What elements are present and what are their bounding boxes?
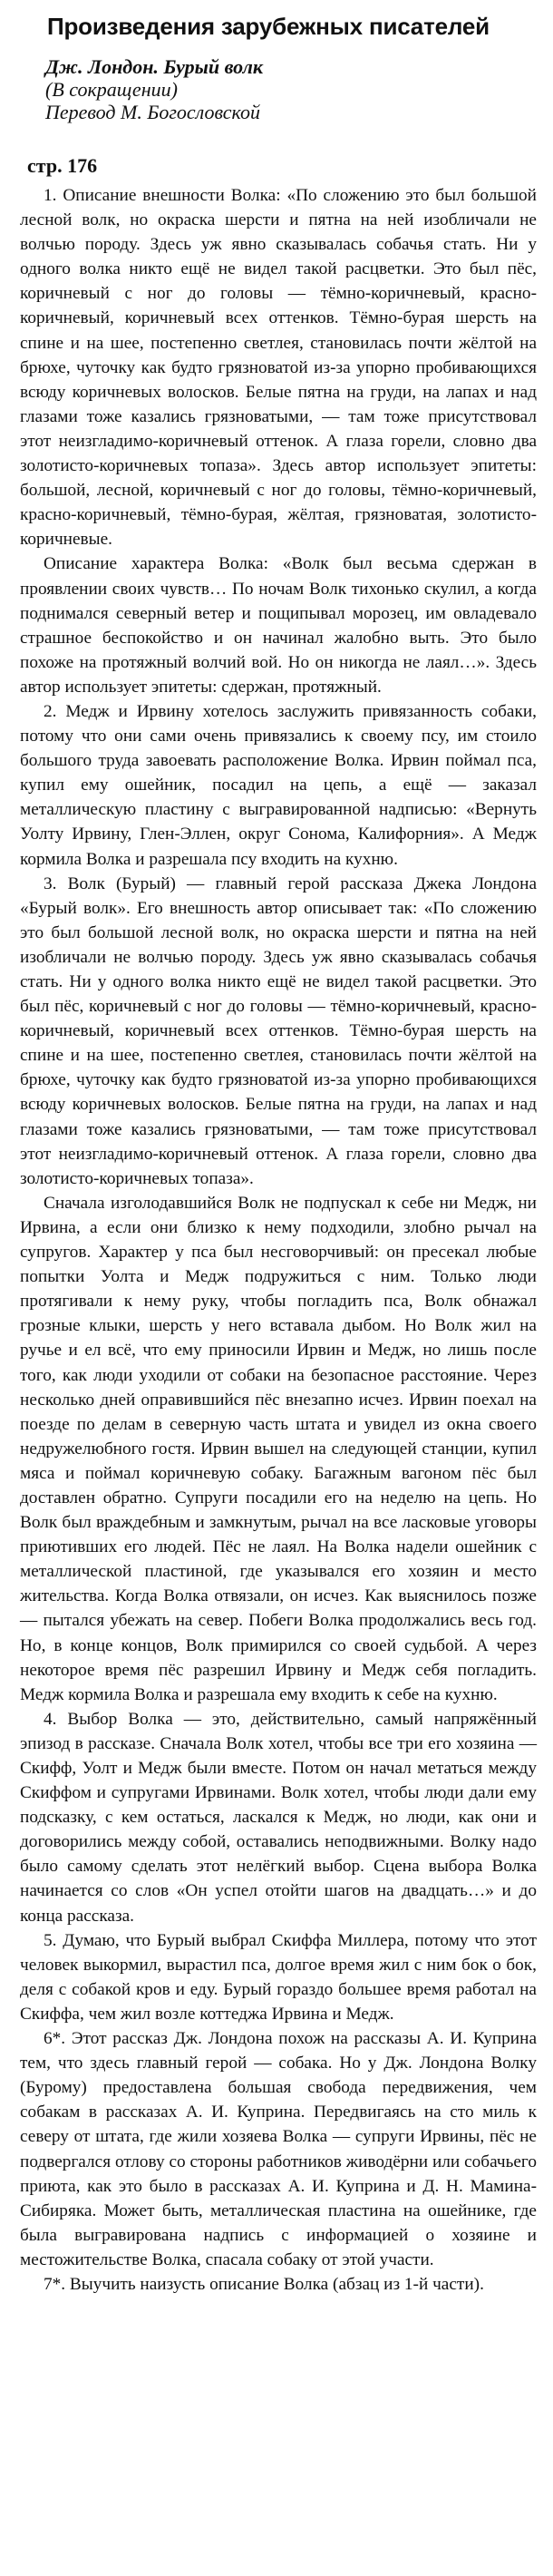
paragraph: 6*. Этот рассказ Дж. Лондона похож на рассказы А. И. Куприна тем, что здесь главный герой — собака. Но у Дж. Лондона Волку (Бурому) предоставлена большая свобода передвижения, чем собакам в рассказах А. И. Куприна. Передвигаясь на сто миль к северу от штата, где жили хозяева Волка — супруги Ирвины, пёс не подвергался отлову со стороны работников живодёрни или собачьего приюта, как это было в рассказах А. И. Куприна и Д. Н. Мамина-Сибиряка. Может быть, металлическая пластина на ошейнике, где была выгравирована надпись с информацией о хозяине и местожительстве Волка, спасала собаку от этой участи.	[20, 2029, 537, 2269]
paragraph: 2. Медж и Ирвину хотелось заслужить привязанность собаки, потому что они сами очень привязались к своему псу, им стоило большого труда завоевать расположение Волка. Ирвин поймал пса, купил ему ошейник, посадил на цепь, а ещё — заказал металлическую пластину с выгравированной надписью: «Вернуть Уолту Ирвину, Глен-Эллен, округ Сонома, Калифорния». А Медж кормила Волка и разрешала псу входить на кухню.	[20, 701, 537, 869]
page-title: Произведения зарубежных писателей	[47, 13, 490, 40]
translator: Перевод М. Богословской	[45, 101, 261, 123]
paragraph: 5. Думаю, что Бурый выбрал Скиффа Миллера, потому что этот человек выкормил, вырастил пса, долгое время жил с ним бок о бок, деля с собакой кров и еду. Бурый гораздо большее время работал на Скиффа, чем жил возле коттеджа Ирвина и Медж.	[20, 1930, 537, 2024]
abridged-note: (В сокращении)	[45, 78, 178, 101]
page-reference: стр. 176	[27, 154, 98, 177]
paragraph: Сначала изголодавшийся Волк не подпускал к себе ни Медж, ни Ирвина, а если они близко к нему подходили, злобно рычал на супругов. Характер у пса был несговорчивый: он пресекал любые попытки Уолта и Медж подружиться с ним. Только люди протягивали к нему руку, чтобы погладить пса, Волк обнажал грозные клыки, шерсть у него вставала дыбом. Но Волк жил на ручье и ел всё, что ему приносили Ирвин и Медж, но лишь после того, как люди уходили от собаки на безопасное расстояние. Через несколько дней оправившийся пёс внезапно исчез. Ирвин поехал на поезде по делам в северную часть штата и увидел из окна своего недружелюбного гостя. Ирвин вышел на следующей станции, купил мяса и поймал коричневую собаку. Багажным вагоном пёс был доставлен обратно. Супруги посадили его на неделю на цепь. Но Волк был враждебным и замкнутым, рычал на все ласковые уговоры приютивших его людей. Пёс не лаял. На Волка надели ошейник с металлической пластиной, где указывался его хозяин и место жительства. Когда Волка отвязали, он исчез. Как выяснилось позже — пытался убежать на север. Побеги Волка продолжались весь год. Но, в конце концов, Волк примирился со своей судьбой. А через некоторое время пёс разрешил Ирвину и Медж себя погладить. Медж кормила Волка и разрешала ему входить к себе на кухню.	[20, 1193, 537, 1704]
paragraph: 4. Выбор Волка — это, действительно, самый напряжённый эпизод в рассказе. Сначала Волк хотел, чтобы все три его хозяина — Скифф, Уолт и Медж были вместе. Потом он начал метаться между Скиффом и супругами Ирвинами. Волк хотел, чтобы люди дали ему подсказку, с кем остаться, ласкался к Медж, но люди, как они и договорились между собой, оставались неподвижными. Волку надо было самому сделать этот нелёгкий выбор. Сцена выбора Волка начинается со слов «Он успел отойти шагов на двадцать…» и до конца рассказа.	[20, 1709, 537, 1926]
answer-text	[20, 183, 537, 2297]
paragraph: 1. Описание внешности Волка: «По сложению это был большой лесной волк, но окраска шерсти и пятна на ней изобличали не волчью породу. Здесь уж явно сказывалась собачья стать. Ни у одного волка никто ещё не видел такой расцветки. Это был пёс, коричневый с ног до головы — тёмно-коричневый, красно-коричневый, коричневый всех оттенков. Тёмно-бурая шерсть на спине и на шее, постепенно светлея, становилась почти жёлтой на брюхе, чуточку как будто грязноватой из-за упорно пробивающихся всюду коричневых волосков. Белые пятна на груди, на лапах и над глазами тоже казались грязноватыми, — там тоже присутствовал этот неизгладимо-коричневый оттенок. А глаза горели, словно два золотисто-коричневых топаза». Здесь автор использует эпитеты: большой, лесной, коричневый с ног до головы, тёмно-коричневый, красно-коричневый, тёмно-бурая, жёлтая, грязноватая, золотисто-коричневые.	[20, 186, 537, 550]
work-title: Дж. Лондон. Бурый волк	[45, 55, 264, 78]
paragraph: Описание характера Волка: «Волк был весьма сдержан в проявлении своих чувств… По ночам Волк тихонько скулил, а когда поднимался северный ветер и пощипывал морозец, им овладевало страшное беспокойство и он начинал жалобно выть. Это было похоже на протяжный волчий вой. Но он никогда не лаял…». Здесь автор использует эпитеты: сдержан, протяжный.	[20, 554, 537, 697]
source-block	[45, 55, 537, 123]
paragraph: 3. Волк (Бурый) — главный герой рассказа Джека Лондона «Бурый волк». Его внешность автор описывает так: «По сложению это был большой лесной волк, но окраска шерсти и пятна на ней изобличали не волчью породу. Здесь уж явно сказывалась собачья стать. Ни у одного волка никто ещё не видел такой расцветки. Это был пёс, коричневый с ног до головы — тёмно-коричневый, красно-коричневый, коричневый всех оттенков. Тёмно-бурая шерсть на спине и на шее, постепенно светлея, становилась почти жёлтой на брюхе, чуточку как будто грязноватой из-за упорно пробивающихся всюду коричневых волосков. Белые пятна на груди, на лапах и над глазами тоже казались грязноватыми, — там тоже присутствовал этот неизгладимо-коричневый оттенок. А глаза горели, словно два золотисто-коричневых топаза».	[20, 873, 537, 1188]
paragraph: 7*. Выучить наизусть описание Волка (абзац из 1-й части).	[44, 2274, 484, 2294]
